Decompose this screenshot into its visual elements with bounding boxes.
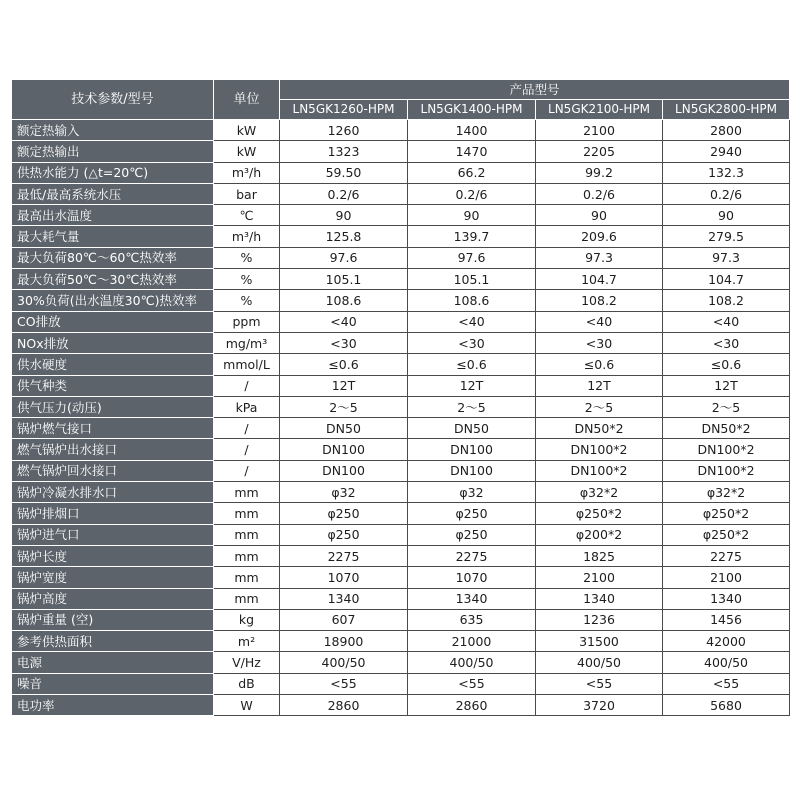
row-value: DN100	[280, 439, 408, 460]
row-value: 59.50	[280, 162, 408, 183]
row-value: 1825	[536, 545, 663, 566]
table-row	[12, 588, 790, 609]
row-unit: /	[214, 418, 280, 439]
row-value: 5680	[663, 695, 790, 716]
row-unit: mm	[214, 503, 280, 524]
row-unit: bar	[214, 183, 280, 204]
row-param-label: 额定热输入	[12, 120, 214, 141]
row-value: 400/50	[408, 652, 536, 673]
row-param-label: NOx排放	[12, 332, 214, 353]
table-row	[12, 482, 790, 503]
row-unit: mm	[214, 588, 280, 609]
spec-table-body	[12, 120, 790, 716]
row-unit: %	[214, 269, 280, 290]
row-unit: kPa	[214, 396, 280, 417]
param-header: 技术参数/型号	[12, 80, 214, 120]
row-value: 1340	[408, 588, 536, 609]
table-row	[12, 631, 790, 652]
row-value: 2275	[408, 545, 536, 566]
unit-header: 单位	[214, 80, 280, 120]
row-param-label: 锅炉高度	[12, 588, 214, 609]
row-value: 400/50	[663, 652, 790, 673]
row-value: DN50*2	[663, 418, 790, 439]
row-unit: ppm	[214, 311, 280, 332]
model-header: LN5GK2100-HPM	[536, 100, 663, 120]
row-unit: mg/m³	[214, 332, 280, 353]
row-value: 2～5	[663, 396, 790, 417]
table-row	[12, 354, 790, 375]
row-value: DN100*2	[663, 460, 790, 481]
table-row	[12, 183, 790, 204]
row-value: φ32*2	[663, 482, 790, 503]
table-row	[12, 205, 790, 226]
table-row	[12, 396, 790, 417]
row-value: 90	[280, 205, 408, 226]
row-value: <30	[280, 332, 408, 353]
row-value: φ250	[408, 524, 536, 545]
row-param-label: 供气压力(动压)	[12, 396, 214, 417]
row-value: 0.2/6	[408, 183, 536, 204]
row-param-label: 锅炉长度	[12, 545, 214, 566]
row-param-label: 燃气锅炉回水接口	[12, 460, 214, 481]
row-value: 2800	[663, 120, 790, 141]
row-param-label: 锅炉宽度	[12, 567, 214, 588]
row-param-label: 电源	[12, 652, 214, 673]
table-row	[12, 162, 790, 183]
row-value: 105.1	[280, 269, 408, 290]
row-value: 90	[408, 205, 536, 226]
row-value: ≤0.6	[408, 354, 536, 375]
row-param-label: 最高出水温度	[12, 205, 214, 226]
row-param-label: 噪音	[12, 673, 214, 694]
row-param-label: 参考供热面积	[12, 631, 214, 652]
row-value: φ200*2	[536, 524, 663, 545]
row-value: <55	[280, 673, 408, 694]
row-param-label: 电功率	[12, 695, 214, 716]
row-value: ≤0.6	[280, 354, 408, 375]
row-value: 1070	[408, 567, 536, 588]
row-unit: V/Hz	[214, 652, 280, 673]
row-unit: %	[214, 290, 280, 311]
row-unit: mm	[214, 567, 280, 588]
row-value: 90	[536, 205, 663, 226]
row-value: 90	[663, 205, 790, 226]
row-value: <40	[663, 311, 790, 332]
row-value: DN100	[408, 439, 536, 460]
row-value: <40	[536, 311, 663, 332]
row-value: φ32	[280, 482, 408, 503]
row-value: 2860	[280, 695, 408, 716]
row-value: 279.5	[663, 226, 790, 247]
table-row	[12, 652, 790, 673]
row-value: 0.2/6	[280, 183, 408, 204]
row-value: φ250*2	[663, 503, 790, 524]
row-value: φ250*2	[536, 503, 663, 524]
row-value: 125.8	[280, 226, 408, 247]
row-value: 2～5	[280, 396, 408, 417]
row-value: 104.7	[663, 269, 790, 290]
row-param-label: CO排放	[12, 311, 214, 332]
table-row	[12, 247, 790, 268]
spec-table	[11, 79, 790, 716]
row-value: 132.3	[663, 162, 790, 183]
table-row	[12, 226, 790, 247]
table-row	[12, 524, 790, 545]
row-value: 400/50	[536, 652, 663, 673]
row-value: 97.6	[408, 247, 536, 268]
row-param-label: 锅炉重量 (空)	[12, 609, 214, 630]
row-param-label: 供热水能力 (△t=20℃)	[12, 162, 214, 183]
row-value: 2～5	[408, 396, 536, 417]
row-value: 108.6	[408, 290, 536, 311]
row-value: 1470	[408, 141, 536, 162]
row-value: 12T	[663, 375, 790, 396]
row-value: 21000	[408, 631, 536, 652]
row-param-label: 最低/最高系统水压	[12, 183, 214, 204]
row-unit: m³/h	[214, 226, 280, 247]
table-row	[12, 290, 790, 311]
row-unit: mm	[214, 482, 280, 503]
row-value: 2275	[280, 545, 408, 566]
row-value: φ32*2	[536, 482, 663, 503]
row-value: DN50	[280, 418, 408, 439]
table-row	[12, 503, 790, 524]
row-value: 2205	[536, 141, 663, 162]
row-param-label: 最大负荷80℃～60℃热效率	[12, 247, 214, 268]
row-unit: dB	[214, 673, 280, 694]
row-param-label: 锅炉进气口	[12, 524, 214, 545]
row-unit: mm	[214, 545, 280, 566]
row-unit: m²	[214, 631, 280, 652]
table-row	[12, 695, 790, 716]
row-value: 99.2	[536, 162, 663, 183]
row-value: 97.3	[536, 247, 663, 268]
row-value: 12T	[536, 375, 663, 396]
row-unit: /	[214, 375, 280, 396]
table-row	[12, 332, 790, 353]
row-value: <55	[536, 673, 663, 694]
row-value: 1456	[663, 609, 790, 630]
table-row	[12, 418, 790, 439]
row-param-label: 供气种类	[12, 375, 214, 396]
row-value: 12T	[280, 375, 408, 396]
row-value: ≤0.6	[663, 354, 790, 375]
row-value: 635	[408, 609, 536, 630]
table-row	[12, 567, 790, 588]
row-param-label: 额定热输出	[12, 141, 214, 162]
row-unit: ℃	[214, 205, 280, 226]
table-row	[12, 460, 790, 481]
row-value: 1236	[536, 609, 663, 630]
row-value: <30	[663, 332, 790, 353]
row-value: 31500	[536, 631, 663, 652]
table-row	[12, 375, 790, 396]
table-row	[12, 545, 790, 566]
row-value: 0.2/6	[663, 183, 790, 204]
row-value: 1323	[280, 141, 408, 162]
row-unit: /	[214, 439, 280, 460]
row-value: DN50*2	[536, 418, 663, 439]
row-unit: kW	[214, 120, 280, 141]
row-value: <55	[408, 673, 536, 694]
row-value: DN50	[408, 418, 536, 439]
model-header: LN5GK1260-HPM	[280, 100, 408, 120]
row-param-label: 锅炉排烟口	[12, 503, 214, 524]
table-row	[12, 311, 790, 332]
model-header: LN5GK2800-HPM	[663, 100, 790, 120]
row-value: 0.2/6	[536, 183, 663, 204]
row-value: 2100	[663, 567, 790, 588]
model-group-header: 产品型号	[280, 80, 790, 100]
table-row	[12, 673, 790, 694]
row-value: <30	[408, 332, 536, 353]
row-unit: mm	[214, 524, 280, 545]
row-unit: kW	[214, 141, 280, 162]
row-unit: W	[214, 695, 280, 716]
row-value: 108.2	[536, 290, 663, 311]
row-param-label: 最大耗气量	[12, 226, 214, 247]
row-unit: kg	[214, 609, 280, 630]
row-value: 2～5	[536, 396, 663, 417]
row-value: 2940	[663, 141, 790, 162]
table-row	[12, 141, 790, 162]
row-value: 1340	[663, 588, 790, 609]
row-value: ≤0.6	[536, 354, 663, 375]
table-row	[12, 609, 790, 630]
row-value: φ250	[280, 524, 408, 545]
row-value: 1400	[408, 120, 536, 141]
row-value: 2100	[536, 567, 663, 588]
row-param-label: 燃气锅炉出水接口	[12, 439, 214, 460]
row-value: 400/50	[280, 652, 408, 673]
row-value: <40	[280, 311, 408, 332]
row-unit: mmol/L	[214, 354, 280, 375]
row-unit: /	[214, 460, 280, 481]
row-param-label: 供水硬度	[12, 354, 214, 375]
table-row	[12, 439, 790, 460]
row-value: <55	[663, 673, 790, 694]
row-value: 2100	[536, 120, 663, 141]
row-value: 1340	[280, 588, 408, 609]
row-value: 108.6	[280, 290, 408, 311]
row-value: 2860	[408, 695, 536, 716]
row-param-label: 最大负荷50℃～30℃热效率	[12, 269, 214, 290]
table-row	[12, 269, 790, 290]
row-value: 97.6	[280, 247, 408, 268]
row-value: φ250*2	[663, 524, 790, 545]
row-value: 97.3	[663, 247, 790, 268]
row-value: φ32	[408, 482, 536, 503]
row-value: 105.1	[408, 269, 536, 290]
row-value: DN100	[280, 460, 408, 481]
row-value: 42000	[663, 631, 790, 652]
row-value: 209.6	[536, 226, 663, 247]
row-unit: m³/h	[214, 162, 280, 183]
row-value: 607	[280, 609, 408, 630]
row-unit: %	[214, 247, 280, 268]
row-value: DN100*2	[663, 439, 790, 460]
row-value: 1260	[280, 120, 408, 141]
row-value: φ250	[408, 503, 536, 524]
row-value: 66.2	[408, 162, 536, 183]
row-value: DN100	[408, 460, 536, 481]
row-value: 108.2	[663, 290, 790, 311]
row-value: 104.7	[536, 269, 663, 290]
row-value: DN100*2	[536, 460, 663, 481]
row-param-label: 锅炉燃气接口	[12, 418, 214, 439]
row-value: 18900	[280, 631, 408, 652]
row-value: <40	[408, 311, 536, 332]
row-value: 139.7	[408, 226, 536, 247]
row-value: <30	[536, 332, 663, 353]
row-value: φ250	[280, 503, 408, 524]
model-header: LN5GK1400-HPM	[408, 100, 536, 120]
table-row	[12, 120, 790, 141]
row-value: 1070	[280, 567, 408, 588]
row-value: 3720	[536, 695, 663, 716]
row-param-label: 锅炉冷凝水排水口	[12, 482, 214, 503]
row-value: 12T	[408, 375, 536, 396]
row-value: 1340	[536, 588, 663, 609]
row-value: DN100*2	[536, 439, 663, 460]
row-value: 2275	[663, 545, 790, 566]
row-param-label: 30%负荷(出水温度30℃)热效率	[12, 290, 214, 311]
